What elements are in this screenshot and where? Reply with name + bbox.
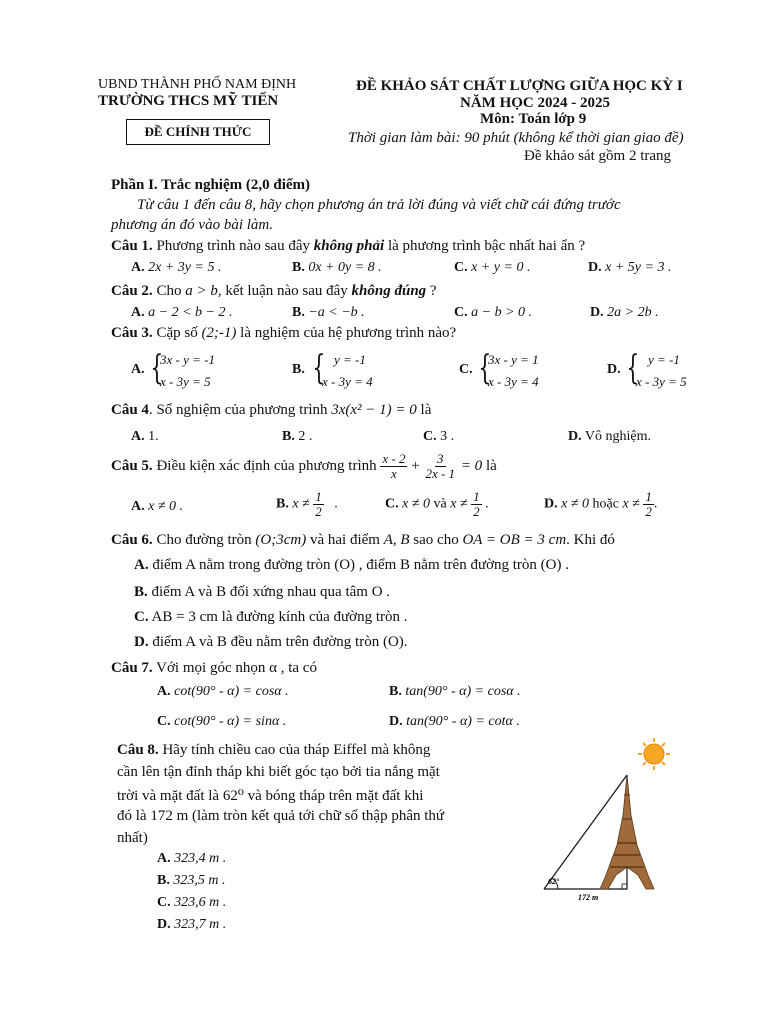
q2-option-c[interactable] (454, 305, 532, 321)
q4-c-letter: C. (423, 429, 437, 444)
q7-b-value: tan(90° - α) = cosα . (405, 684, 521, 699)
eiffel-figure (530, 735, 680, 910)
q8-line4: đó là 172 m (làm tròn kết quả tới chữ số thập phân thứ (117, 808, 445, 824)
page-count: Đề khảo sát gồm 2 trang (524, 148, 672, 164)
q3-b-letter[interactable]: B. (292, 362, 305, 377)
q1-c-letter: C. (454, 260, 468, 275)
part1-intro-1: Từ câu 1 đến câu 8, hãy chọn phương án trả lời đúng và viết chữ cái đứng trước (137, 197, 621, 213)
q2-a-letter: A. (131, 305, 145, 320)
q7-a-letter: A. (157, 684, 171, 699)
q4-a-letter: A. (131, 429, 145, 444)
question-8-line1 (117, 742, 430, 759)
q6-text-a: Cho đường tròn (156, 532, 252, 548)
q4-option-c[interactable] (423, 429, 454, 445)
q5-c-num: 1 (473, 489, 480, 504)
q4-option-d[interactable] (568, 429, 651, 445)
q8-c-value: 323,6 m . (174, 895, 227, 910)
q7-label: Câu 7. (111, 660, 153, 676)
q3-d-eq1: y = -1 (648, 352, 680, 367)
q5-d-post: . (653, 496, 658, 512)
q5-d-den: 2 (645, 504, 652, 519)
q5-d-mid: x ≠ (622, 496, 640, 512)
question-2 (111, 283, 437, 300)
q2-d-value: 2a > 2b . (607, 305, 659, 320)
q1-option-a[interactable] (131, 260, 221, 276)
time-limit: Thời gian làm bài: 90 phút (không kể thời gian giao đề) (348, 130, 684, 146)
q7-c-letter: C. (157, 714, 171, 729)
question-6 (111, 532, 615, 549)
q2-text-c: ? (429, 283, 437, 299)
q6-label: Câu 6. (111, 532, 153, 548)
q5-f2-num: 3 (437, 451, 444, 466)
q4-option-b[interactable] (282, 429, 312, 445)
q2-d-letter: D. (590, 305, 604, 320)
q5-d-pre: x ≠ 0 (561, 496, 590, 512)
q6-text-c: sao cho (413, 532, 459, 548)
q3-text-a: Cặp số (156, 325, 198, 341)
q1-b-value: 0x + 0y = 8 . (308, 260, 382, 275)
q8-option-d[interactable] (157, 917, 226, 933)
q5-option-c[interactable] (385, 490, 489, 519)
q3-b-eq1: y = -1 (334, 352, 366, 367)
q8-option-c[interactable] (157, 895, 226, 911)
q2-label: Câu 2. (111, 283, 153, 299)
q6-points: A, B (383, 532, 410, 548)
q5-c-letter: C. (385, 496, 399, 512)
q6-c-value: AB = 3 cm là đường kính của đường tròn . (151, 609, 408, 625)
q1-emphasis: không phải (313, 238, 385, 254)
q5-d-or: hoặc (592, 496, 619, 512)
q8-line5: nhất) (117, 830, 148, 846)
q3-b-eq2: x - 3y = 4 (322, 374, 373, 389)
q4-b-value: 2 . (298, 429, 313, 444)
q7-a-value: cot(90° - α) = cosα . (174, 684, 289, 699)
q7-option-a[interactable] (157, 684, 289, 700)
q5-b-pre: x ≠ (292, 496, 310, 512)
q4-label: Câu 4 (111, 402, 149, 418)
q5-d-letter: D. (544, 496, 558, 512)
q6-d-letter: D. (134, 634, 149, 650)
q5-a-letter: A. (131, 499, 145, 514)
question-3 (111, 325, 456, 342)
q3-a-eq2: x - 3y = 5 (160, 374, 211, 389)
q5-text-b: là (485, 457, 497, 474)
q3-label: Câu 3. (111, 325, 153, 341)
q4-c-value: 3 . (440, 429, 455, 444)
q6-a-letter: A. (134, 557, 149, 573)
q1-a-value: 2x + 3y = 5 . (148, 260, 222, 275)
q7-option-d[interactable] (389, 714, 520, 730)
q8-a-value: 323,4 m . (174, 851, 227, 866)
q6-option-a[interactable] (134, 557, 569, 574)
q2-option-a[interactable] (131, 305, 232, 321)
q8-a-letter: A. (157, 851, 171, 866)
q6-option-d[interactable] (134, 634, 408, 651)
q8-option-a[interactable] (157, 851, 226, 867)
q5-b-letter: B. (276, 496, 289, 512)
question-1 (111, 238, 585, 255)
q3-b-brace: { (312, 348, 326, 388)
q8-b-value: 323,5 m . (173, 873, 226, 888)
q8-line1: Hãy tính chiều cao của tháp Eiffel mà không (162, 742, 431, 758)
q4-text-a: . Số nghiệm của phương trình (148, 402, 328, 418)
part1-intro-2: phương án đó vào bài làm. (111, 217, 274, 233)
header-school: TRƯỜNG THCS MỸ TIẾN (98, 93, 279, 109)
q5-option-a[interactable] (131, 499, 183, 515)
shadow-label: 172 m (578, 893, 599, 902)
q7-b-letter: B. (389, 684, 402, 699)
q3-c-brace: { (478, 348, 492, 388)
q2-text-b: , kết luận nào sau đây (217, 283, 348, 299)
q1-label: Câu 1. (111, 238, 153, 254)
q6-b-value: điểm A và B đối xứng nhau qua tâm O . (151, 584, 391, 600)
q3-c-letter[interactable]: C. (459, 362, 473, 377)
q8-c-letter: C. (157, 895, 171, 910)
q7-option-c[interactable] (157, 714, 286, 730)
q5-option-b[interactable] (276, 490, 338, 519)
q5-f1-num: x - 2 (382, 451, 406, 466)
q8-b-letter: B. (157, 873, 170, 888)
q3-c-eq2: x - 3y = 4 (488, 374, 539, 389)
q2-a-value: a − 2 < b − 2 . (148, 305, 233, 320)
exam-title: ĐỀ KHẢO SÁT CHẤT LƯỢNG GIỮA HỌC KỲ I (356, 78, 683, 94)
q5-option-d[interactable] (544, 490, 657, 519)
q5-b-den: 2 (315, 504, 322, 519)
q7-text-a: Với mọi góc nhọn α , ta có (156, 660, 317, 676)
q1-b-letter: B. (292, 260, 305, 275)
q6-option-b[interactable] (134, 584, 390, 601)
question-5 (111, 452, 497, 481)
q1-a-letter: A. (131, 260, 145, 275)
q5-f2-den: 2x - 1 (425, 466, 456, 481)
subject: Môn: Toán lớp 9 (480, 111, 587, 127)
q3-d-eq2: x - 3y = 5 (636, 374, 687, 389)
q5-label: Câu 5. (111, 457, 153, 474)
school-year: NĂM HỌC 2024 - 2025 (460, 95, 610, 111)
q8-option-b[interactable] (157, 873, 225, 889)
q2-c-value: a − b > 0 . (471, 305, 533, 320)
q8-line2: cần lên tận đỉnh tháp khi biết góc tạo bởi tia nắng mặt (117, 764, 440, 780)
q8-line3: trời và mặt đất là 62⁰ và bóng tháp trên mặt đất khi (117, 788, 424, 804)
right-angle-mark (622, 884, 627, 889)
official-box: ĐỀ CHÍNH THỨC (126, 119, 270, 145)
q5-f1-den: x (391, 466, 397, 481)
q4-b-letter: B. (282, 429, 295, 444)
q4-d-letter: D. (568, 429, 582, 444)
q5-b-num: 1 (315, 489, 322, 504)
q5-b-frac (313, 490, 324, 519)
q3-a-letter[interactable]: A. (131, 362, 145, 377)
header-authority: UBND THÀNH PHỐ NAM ĐỊNH (98, 77, 297, 92)
q2-b-value: −a < −b . (308, 305, 365, 320)
q6-circle: (O;3cm) (255, 532, 307, 548)
q5-c-and: và (433, 496, 447, 512)
q6-b-letter: B. (134, 584, 148, 600)
q2-option-d[interactable] (590, 305, 659, 321)
q5-eq-tail: = 0 (460, 457, 483, 474)
q7-d-letter: D. (389, 714, 403, 729)
q4-d-value: Vô nghiệm. (584, 429, 651, 444)
q5-fraction-2 (423, 452, 457, 481)
q1-option-d[interactable] (588, 260, 671, 276)
q2-b-letter: B. (292, 305, 305, 320)
angle-label: 62° (548, 877, 560, 886)
q1-option-c[interactable] (454, 260, 530, 276)
q1-d-letter: D. (588, 260, 602, 275)
q2-option-b[interactable] (292, 305, 365, 321)
q6-equation: OA = OB = 3 cm (462, 532, 567, 548)
q2-text-a: Cho (156, 283, 182, 299)
q5-a-value: x ≠ 0 . (148, 499, 184, 514)
q5-c-pre: x ≠ 0 (402, 496, 431, 512)
q5-c-den: 2 (473, 504, 480, 519)
q3-a-brace: { (150, 348, 164, 388)
q6-d-value: điểm A và B đều nằm trên đường tròn (O). (152, 634, 408, 650)
q3-c-eq1: 3x - y = 1 (488, 352, 539, 367)
q2-emphasis: không đúng (351, 283, 427, 299)
q5-plus: + (411, 457, 420, 474)
q4-a-value: 1. (148, 429, 159, 444)
question-7 (111, 660, 317, 677)
q3-text-b: là nghiệm của hệ phương trình nào? (240, 325, 457, 341)
q7-d-value: tan(90° - α) = cotα . (406, 714, 520, 729)
q3-pair: (2;-1) (201, 325, 237, 341)
q8-label: Câu 8. (117, 742, 159, 758)
q8-d-value: 323,7 m . (174, 917, 227, 932)
q7-option-b[interactable] (389, 684, 521, 700)
q5-text-a: Điều kiện xác định của phương trình (156, 457, 377, 474)
q5-b-post: . (334, 496, 338, 512)
q1-c-value: x + y = 0 . (471, 260, 531, 275)
q5-d-num: 1 (645, 489, 652, 504)
q5-c-frac (471, 490, 482, 519)
q2-c-letter: C. (454, 305, 468, 320)
q5-c-post: . (485, 496, 489, 512)
q1-option-b[interactable] (292, 260, 382, 276)
q5-c-mid: x ≠ (450, 496, 468, 512)
question-4 (111, 402, 431, 419)
q1-text-a: Phương trình nào sau đây (156, 238, 310, 254)
q8-d-letter: D. (157, 917, 171, 932)
q6-text-b: và hai điểm (309, 532, 380, 548)
q7-c-value: cot(90° - α) = sinα . (174, 714, 287, 729)
q3-d-brace: { (626, 348, 640, 388)
q6-text-d: . Khi đó (566, 532, 615, 548)
q2-condition: a > b (185, 283, 218, 299)
q1-text-b: là phương trình bậc nhất hai ẩn ? (387, 238, 586, 254)
part1-title: Phần I. Trắc nghiệm (2,0 điểm) (111, 177, 311, 193)
q6-option-c[interactable] (134, 609, 408, 626)
q1-d-value: x + 5y = 3 . (605, 260, 672, 275)
q5-fraction-1 (380, 452, 407, 481)
sun-icon (638, 738, 670, 770)
q4-option-a[interactable] (131, 429, 159, 445)
q4-text-b: là (420, 402, 432, 418)
q3-a-eq1: 3x - y = -1 (160, 352, 215, 367)
q6-a-value: điểm A nằm trong đường tròn (O) , điểm B nằm trên đường tròn (O) . (152, 557, 569, 573)
q3-d-letter[interactable]: D. (607, 362, 621, 377)
q5-d-frac (643, 490, 654, 519)
q4-equation: 3x(x² − 1) = 0 (331, 402, 417, 418)
q6-c-letter: C. (134, 609, 149, 625)
